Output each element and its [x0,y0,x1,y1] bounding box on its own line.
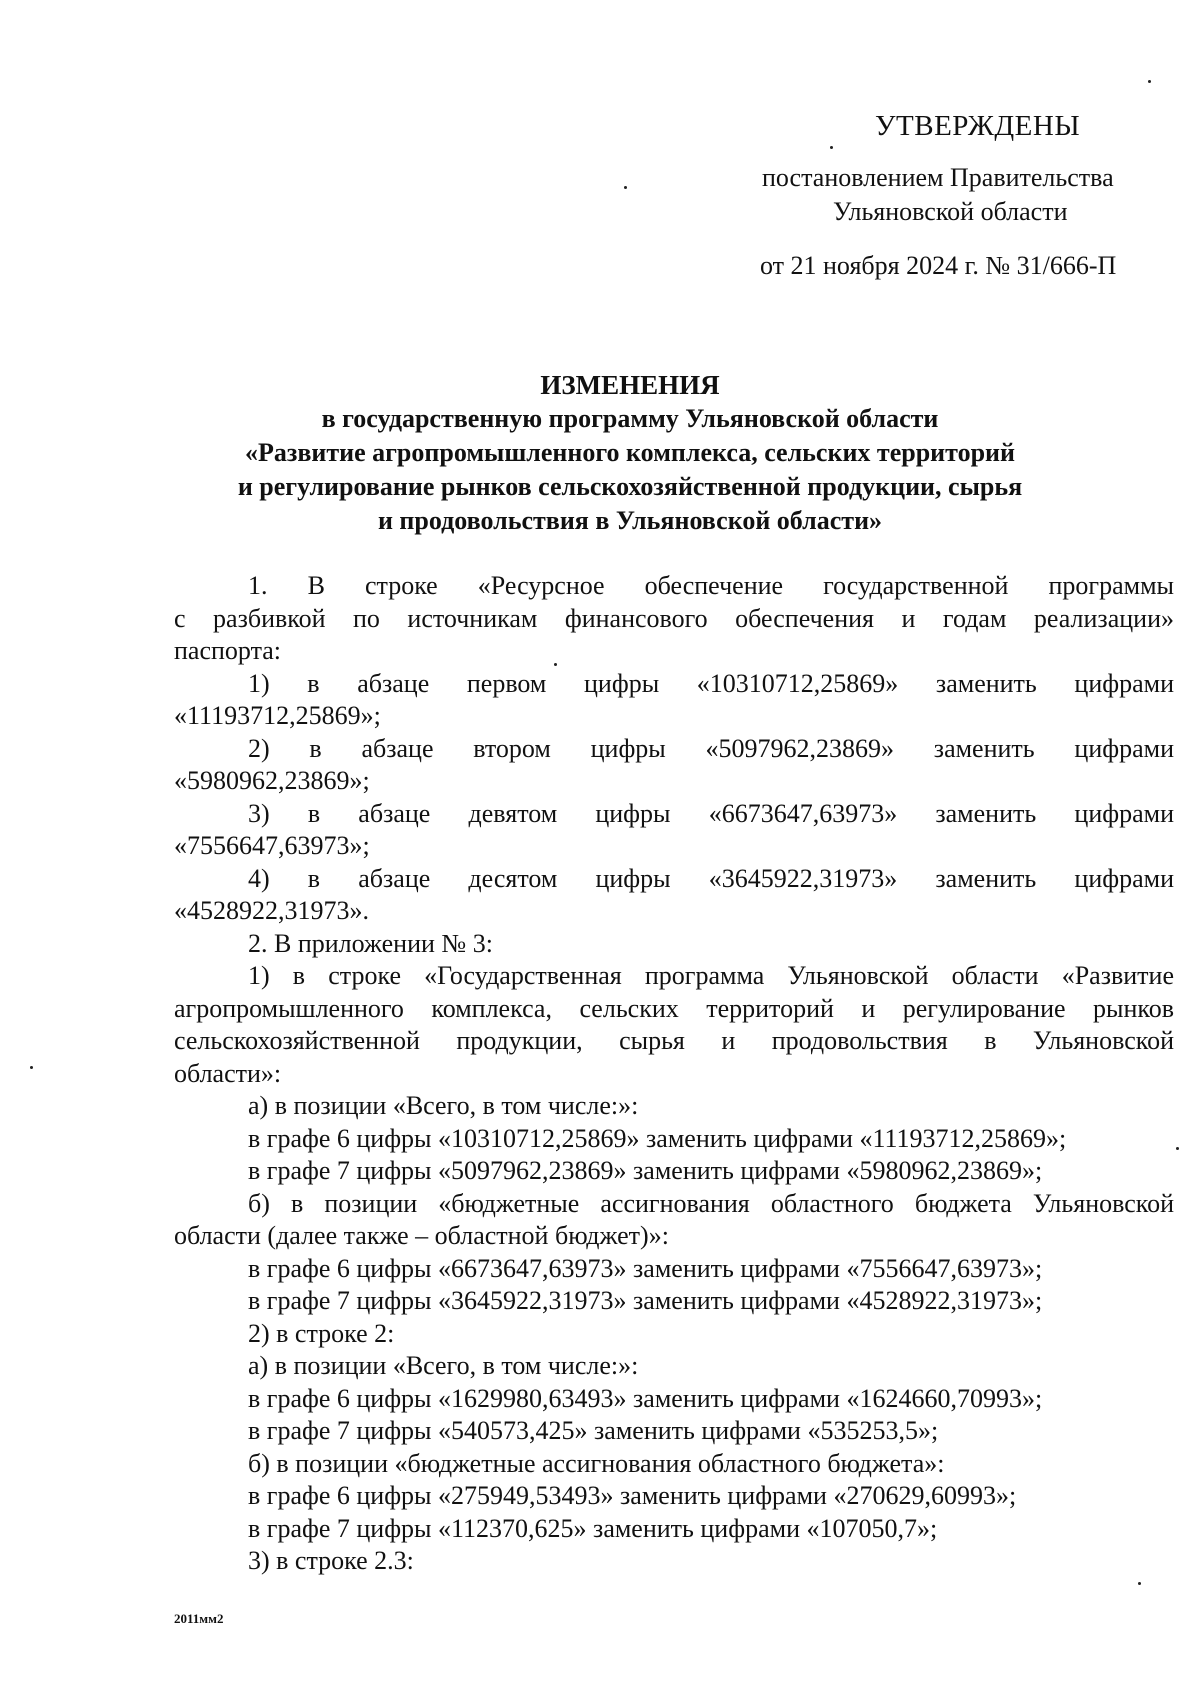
heading-title: ИЗМЕНЕНИЯ [540,370,720,400]
heading-line-4: и регулирование рынков сельскохозяйственной продукции, сырья [237,472,1023,501]
scan-speck [624,186,627,189]
scan-speck [830,146,833,149]
body-line: в графе 6 цифры «10310712,25869» заменить цифрами «11193712,25869»; [248,1123,1067,1153]
scan-speck [1176,1147,1179,1150]
heading-line-2: в государственную программу Ульяновской области [321,404,939,433]
scan-speck [1138,1582,1141,1585]
body-line: паспорта: [174,636,282,665]
body-line: области (далее также – областной бюджет)»: [174,1221,669,1250]
body-line: «11193712,25869»; [174,701,381,730]
body-line: «7556647,63973»; [174,831,370,860]
heading-line-5: и продовольствия в Ульяновской области» [377,506,883,535]
body-line: б) в позиции «бюджетные ассигнования областного бюджета Ульяновской [248,1188,1174,1218]
scan-speck [1148,80,1151,83]
approval-date-number: от 21 ноября 2024 г. № 31/666-П [760,251,1117,280]
body-line: в графе 6 цифры «1629980,63493» заменить цифрами «1624660,70993»; [248,1383,1043,1413]
body-line: «4528922,31973». [174,896,369,925]
scan-speck [30,1066,33,1069]
scan-speck [554,663,557,666]
body-line: 1) в абзаце первом цифры «10310712,25869» заменить цифрами [248,668,1174,698]
footer-code: 2011мм2 [174,1611,224,1626]
approval-region-line: Ульяновской области [833,197,1068,226]
document-body [174,570,1174,1578]
body-line: а) в позиции «Всего, в том числе:»: [248,1091,639,1120]
body-line: а) в позиции «Всего, в том числе:»: [248,1351,639,1380]
body-line: в графе 7 цифры «112370,625» заменить цифрами «107050,7»; [248,1513,938,1543]
body-line: 3) в строке 2.3: [248,1546,414,1575]
body-line: 2) в строке 2: [248,1318,395,1348]
body-line: 1) в строке «Государственная программа Ульяновской области «Развитие [248,961,1174,990]
body-line: области»: [174,1058,282,1088]
approved-title: УТВЕРЖДЕНЫ [875,110,1081,142]
body-line: 1. В строке «Ресурсное обеспечение государственной программы [248,571,1174,600]
body-line: 4) в абзаце десятом цифры «3645922,31973» заменить цифрами [248,863,1174,893]
body-line: в графе 7 цифры «3645922,31973» заменить цифрами «4528922,31973»; [248,1286,1043,1315]
body-line: сельскохозяйственной продукции, сырья и продовольствия в Ульяновской [174,1026,1174,1055]
body-line: в графе 6 цифры «6673647,63973» заменить цифрами «7556647,63973»; [248,1253,1043,1283]
body-line: агропромышленного комплекса, сельских территорий и регулирование рынков [174,993,1174,1023]
body-line: в графе 6 цифры «275949,53493» заменить цифрами «270629,60993»; [248,1481,1017,1510]
body-line: «5980962,23869»; [174,766,370,795]
body-line: в графе 7 цифры «540573,425» заменить цифрами «535253,5»; [248,1416,939,1445]
body-line: 2) в абзаце втором цифры «5097962,23869» заменить цифрами [248,733,1174,763]
body-line: 3) в абзаце девятом цифры «6673647,63973» заменить цифрами [248,798,1174,828]
approval-decree-line: постановлением Правительства [762,163,1114,192]
body-line: с разбивкой по источникам финансового обеспечения и годам реализации» [174,603,1174,633]
body-line: 2. В приложении № 3: [248,928,493,958]
body-line: в графе 7 цифры «5097962,23869» заменить цифрами «5980962,23869»; [248,1156,1043,1185]
document-heading [160,368,1100,538]
heading-line-3: «Развитие агропромышленного комплекса, сельских территорий [244,438,1015,467]
body-line: б) в позиции «бюджетные ассигнования областного бюджета»: [248,1448,945,1478]
